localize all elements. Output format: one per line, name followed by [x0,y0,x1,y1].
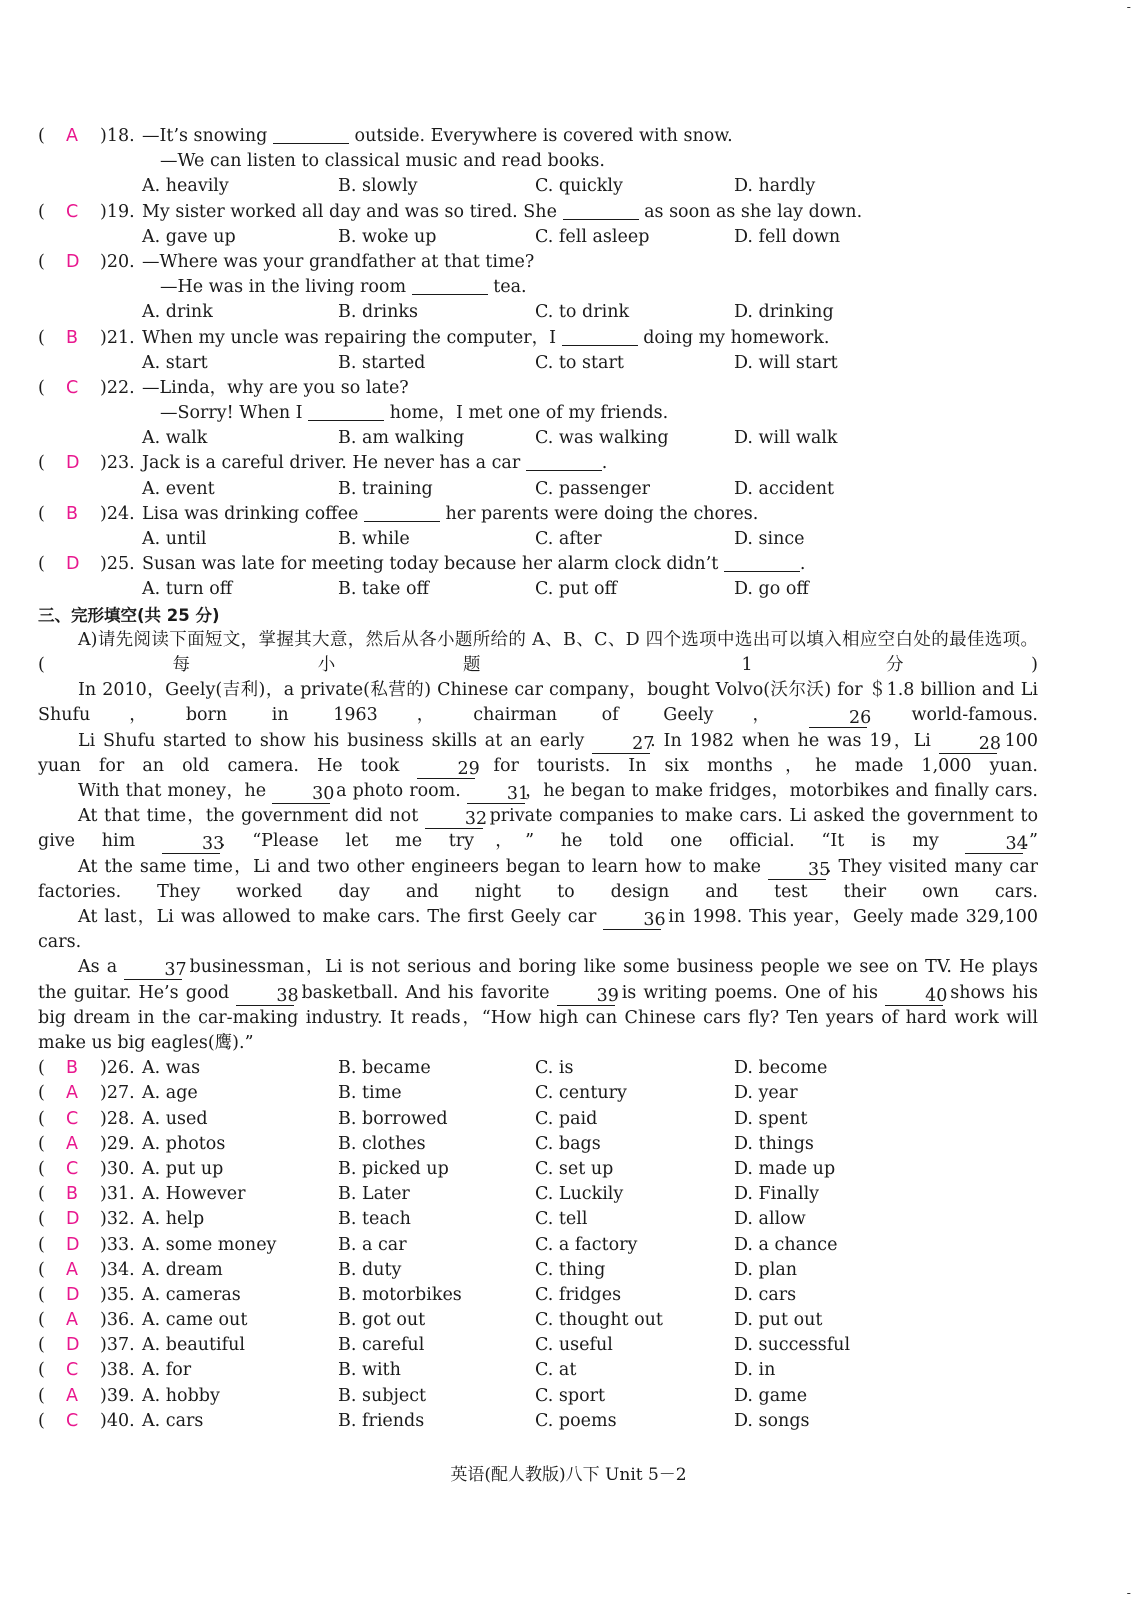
paren-open: ( [38,1259,45,1280]
option-d: D. accident [734,478,835,499]
answer-letter: D [66,1209,80,1230]
cloze-blank-28: 28 [939,735,997,754]
option-a: A. for [142,1360,192,1381]
question-number: )32. [100,1209,135,1230]
question-row [38,1308,1038,1333]
question-stem [142,451,607,476]
option-c: C. at [535,1360,577,1381]
option-c: C. fridges [535,1284,622,1305]
question-row [38,1182,1038,1207]
option-d: D. put out [734,1310,823,1331]
cloze-blank-33: 33 [162,835,220,854]
option-a: A. heavily [142,176,229,197]
question-stem [142,200,862,225]
question-number: )38. [100,1360,135,1381]
option-c: C. set up [535,1158,614,1179]
cloze-blank-35: 35 [768,861,826,880]
option-b: B. careful [338,1335,425,1356]
option-a: A. cameras [142,1284,241,1305]
option-b: B. clothes [338,1133,426,1154]
paren-open: ( [38,554,45,575]
option-a: A. put up [142,1158,224,1179]
question-line [38,149,1038,174]
option-c: C. tell [535,1209,588,1230]
question-line [38,275,1038,300]
option-b: B. motorbikes [338,1284,462,1305]
stem-after: home，I met one of my friends. [389,403,669,424]
stem-after: doing my homework. [643,327,830,348]
passage-paragraph: In 2010，Geely(吉利)，a private(私营的) Chinese car company，bought Volvo(沃尔沃) for ＄1.8 billion and Li Shufu，born in 1963，chairman of Geely， 26 world-famous. [38,680,1038,729]
option-b: B. borrowed [338,1108,448,1129]
option-d: D. songs [734,1410,810,1431]
question-row [38,1233,1038,1258]
option-b: B. time [338,1083,402,1104]
cloze-blank-26: 26 [809,709,867,728]
stem-after: . [601,453,608,474]
question-stem [142,124,733,149]
passage-paragraph: At last，Li was allowed to make cars. The first Geely car 36 in 1998. This year，Geely made 329,100 cars. [38,906,1038,953]
option-c: C. poems [535,1410,617,1431]
paren-open: ( [38,453,45,474]
question-number: )18. [100,126,135,146]
answer-letter: B [66,1058,79,1079]
answer-letter: C [66,201,79,222]
options-row [38,351,1038,376]
question-row [38,1132,1038,1157]
question-row [38,1207,1038,1232]
option-b: B. drinks [338,302,419,323]
answer-blank [273,125,349,144]
option-a: A. event [142,478,215,499]
option-b: B. friends [338,1410,425,1431]
answer-letter: D [66,1234,80,1255]
question-number: )37. [100,1335,135,1356]
option-d: D. things [734,1133,814,1154]
question-stem [160,275,527,300]
option-b: B. am walking [338,428,465,449]
option-b: B. got out [338,1310,426,1331]
option-b: B. teach [338,1209,411,1230]
option-d: D. game [734,1385,808,1406]
question-number: )19. [100,201,135,222]
option-d: D. fell down [734,226,841,247]
question-row [38,1358,1038,1383]
cloze-answer-list [38,1056,1038,1434]
passage-paragraph: As a 37 businessman，Li is not serious and boring like some business people we see on TV. He plays the guitar. He’s good 38 basketball. And his favorite 39 is writing poems. One of his 40 shows his big dream in the car-making industry. It reads，“How high can Chinese cars fly? Ten years of hard work will make us big eagles(鹰).” [38,957,1039,1053]
options-row [38,426,1038,451]
answer-letter: A [66,1310,78,1331]
question-row [38,326,1038,351]
section-instruction: A)请先阅读下面短文，掌握其大意，然后从各小题所给的 A、B、C、D 四个选项中选出可以填入相应空白处的最佳选项。(每小题 1 分) [38,629,1038,675]
option-a: A. gave up [142,226,236,247]
option-d: D. hardly [734,176,816,197]
paren-open: ( [38,126,45,146]
question-row [38,1081,1038,1106]
cloze-section [38,603,1038,1434]
option-a: A. photos [142,1133,226,1154]
option-b: B. picked up [338,1158,449,1179]
option-b: B. subject [338,1385,427,1406]
answer-blank [526,452,602,471]
paren-open: ( [38,201,45,222]
question-row [38,1258,1038,1283]
cloze-blank-34: 34 [965,835,1023,854]
answer-blank [308,402,384,421]
question-row [38,451,1038,476]
option-a: A. start [142,352,208,373]
question-number: )30. [100,1158,135,1179]
option-a: A. walk [142,428,208,449]
cloze-blank-40: 40 [885,987,943,1006]
paren-open: ( [38,1184,45,1205]
option-d: D. plan [734,1259,798,1280]
option-d: D. spent [734,1108,808,1129]
question-stem: —Where was your grandfather at that time? [142,251,535,272]
option-b: B. while [338,529,410,549]
corner-mark-top: - [1126,0,1131,14]
multiple-choice-section [38,124,1038,603]
page-footer: 英语(配人教版)八下 Unit 5－2 [450,1465,687,1485]
option-c: C. passenger [535,478,651,499]
corner-mark-bottom: - [1126,1586,1131,1600]
paren-open: ( [38,1083,45,1104]
answer-letter: C [66,1410,79,1431]
question-row [38,1333,1038,1358]
paren-open: ( [38,1360,45,1381]
option-a: A. hobby [142,1385,220,1406]
question-number: )34. [100,1259,135,1280]
question-row [38,1056,1038,1081]
question-number: )39. [100,1385,135,1406]
options-row [38,300,1038,325]
paren-open: ( [38,1158,45,1179]
question-row [38,1283,1038,1308]
option-c: C. fell asleep [535,226,650,247]
question-number: )22. [100,377,135,398]
option-b: B. became [338,1058,431,1079]
question-row [38,124,1038,149]
answer-blank [562,327,638,346]
answer-blank [563,201,639,220]
passage-paragraph: At that time，the government did not 32 private companies to make cars. Li asked the government to give him 33. “Please let me try，” he told one official. “It is my 34.” [38,806,1038,855]
stem-after: outside. Everywhere is covered with snow. [354,126,733,146]
option-c: C. century [535,1083,627,1104]
option-a: A. came out [142,1310,248,1331]
answer-letter: D [66,1335,80,1356]
stem-before: —He was in the living room [160,277,407,298]
answer-blank [724,553,800,572]
options-row [38,174,1038,199]
question-stem [160,401,668,426]
answer-letter: B [66,503,79,524]
question-number: )23. [100,453,135,474]
answer-letter: D [66,554,80,575]
option-d: D. Finally [734,1184,820,1205]
answer-letter: D [66,453,80,474]
question-stem: —We can listen to classical music and read books. [160,151,605,172]
option-b: B. Later [338,1184,410,1205]
option-c: C. to drink [535,302,630,323]
option-d: D. drinking [734,302,834,323]
answer-letter: A [66,1133,78,1154]
question-stem [142,502,758,527]
option-c: C. was walking [535,428,669,449]
question-row [38,376,1038,401]
paren-open: ( [38,1385,45,1406]
option-c: C. paid [535,1108,598,1129]
question-row [38,1107,1038,1132]
option-b: B. training [338,478,433,499]
passage-paragraph: With that money，he 30 a photo room. 31，he began to make fridges，motorbikes and finally cars. [78,780,1038,804]
answer-letter: C [66,1360,79,1381]
answer-blank [412,276,488,295]
option-a: A. dream [142,1259,223,1280]
option-c: C. to start [535,352,624,373]
paren-open: ( [38,1335,45,1356]
cloze-blank-29: 29 [417,760,475,779]
answer-blank [364,503,440,522]
passage-paragraph: At the same time，Li and two other engineers began to learn how to make 35. They visited many car factories. They worked day and night to design and test their own cars. [38,856,1039,902]
paren-open: ( [38,1058,45,1079]
question-number: )25. [100,554,135,575]
paren-open: ( [38,503,45,524]
options-row [38,577,1038,602]
option-c: C. useful [535,1335,613,1356]
stem-after: . [799,554,806,575]
option-c: C. is [535,1058,574,1079]
option-c: C. thought out [535,1310,663,1331]
cloze-blank-27: 27 [592,735,650,754]
question-number: )31. [100,1184,135,1205]
option-c: C. Luckily [535,1184,624,1205]
question-stem [142,552,805,577]
question-number: )29. [100,1133,135,1154]
question-number: )27. [100,1083,135,1104]
answer-letter: A [66,1083,78,1104]
option-d: D. become [734,1058,828,1079]
question-number: )26. [100,1058,135,1079]
cloze-blank-39: 39 [557,987,615,1006]
paren-open: ( [38,1410,45,1431]
option-a: A. cars [142,1410,204,1431]
paren-open: ( [38,377,45,398]
answer-letter: A [66,1259,78,1280]
question-row [38,552,1038,577]
option-d: D. allow [734,1209,806,1230]
option-c: C. sport [535,1385,606,1406]
paren-open: ( [38,1310,45,1331]
paren-open: ( [38,251,45,272]
option-a: A. was [142,1058,201,1079]
question-row [38,250,1038,275]
paren-open: ( [38,1133,45,1154]
stem-before: When my uncle was repairing the computer，I [142,327,557,348]
question-number: )20. [100,251,135,272]
option-b: B. woke up [338,226,437,247]
question-number: )35. [100,1284,135,1305]
option-a: A. drink [142,302,213,323]
answer-letter: A [66,1385,78,1406]
option-b: B. duty [338,1259,402,1280]
answer-letter: D [66,1284,80,1305]
question-stem [142,326,829,351]
option-d: D. since [734,529,805,549]
answer-letter: C [66,1158,79,1179]
option-a: A. until [142,529,207,549]
section-title-row [38,603,1038,628]
option-b: B. a car [338,1234,407,1255]
stem-after: tea. [493,277,527,298]
question-row [38,502,1038,527]
option-d: D. will walk [734,428,838,449]
stem-before: —It’s snowing [142,126,268,146]
paren-open: ( [38,1209,45,1230]
question-number: )24. [100,503,135,524]
worksheet [38,124,1038,1434]
options-row [38,477,1038,502]
paren-open: ( [38,1234,45,1255]
option-c: C. after [535,529,602,549]
option-b: B. slowly [338,176,418,197]
paren-open: ( [38,1284,45,1305]
answer-letter: B [66,1184,79,1205]
option-c: C. quickly [535,176,623,197]
stem-before: Susan was late for meeting today because her alarm clock didn’t [142,554,719,575]
question-number: )36. [100,1310,135,1331]
option-d: D. cars [734,1284,797,1305]
option-a: A. beautiful [142,1335,246,1356]
stem-before: Lisa was drinking coffee [142,503,359,524]
option-a: A. used [142,1108,208,1129]
question-number: )21. [100,327,135,348]
option-a: A. turn off [142,579,233,600]
answer-letter: B [66,327,79,348]
question-row [38,1157,1038,1182]
paren-open: ( [38,327,45,348]
option-b: B. started [338,352,426,373]
option-c: C. thing [535,1259,606,1280]
option-a: A. some money [142,1234,277,1255]
answer-letter: C [66,377,79,398]
paren-open: ( [38,1108,45,1129]
option-a: A. help [142,1209,205,1230]
cloze-blank-36: 36 [603,911,661,930]
question-number: )33. [100,1234,135,1255]
question-row [38,1409,1038,1434]
option-b: B. take off [338,579,429,600]
option-a: A. age [142,1083,198,1104]
options-row [38,527,1038,552]
option-d: D. year [734,1083,798,1104]
question-row [38,1384,1038,1409]
option-d: D. go off [734,579,809,600]
options-row [38,225,1038,250]
option-c: C. bags [535,1133,601,1154]
question-line [38,401,1038,426]
option-c: C. a factory [535,1234,638,1255]
answer-letter: A [66,126,78,146]
question-number: )40. [100,1410,135,1431]
cloze-blank-30: 30 [272,785,330,804]
option-c: C. put off [535,579,617,600]
option-d: D. will start [734,352,838,373]
stem-after: her parents were doing the chores. [445,503,759,524]
cloze-blank-31: 31 [467,785,525,804]
cloze-blank-32: 32 [425,810,483,829]
stem-after: as soon as she lay down. [644,201,863,222]
cloze-passage [38,678,1038,1056]
question-number: )28. [100,1108,135,1129]
cloze-blank-37: 37 [124,961,182,980]
cloze-blank-38: 38 [236,987,294,1006]
option-d: D. a chance [734,1234,838,1255]
option-b: B. with [338,1360,401,1381]
option-a: A. However [142,1184,246,1205]
passage-paragraph: Li Shufu started to show his business skills at an early 27. In 1982 when he was 19，Li 28 100 yuan for an old camera. He took 29 for tourists. In six months，he made 1,000 yuan. [38,730,1039,779]
question-row [38,200,1038,225]
option-d: D. in [734,1360,776,1381]
answer-letter: C [66,1108,79,1129]
option-d: D. successful [734,1335,851,1356]
question-stem: —Linda，why are you so late? [142,377,409,398]
stem-before: —Sorry! When I [160,403,303,424]
stem-before: Jack is a careful driver. He never has a car [142,453,521,474]
answer-letter: D [66,251,80,272]
option-d: D. made up [734,1158,836,1179]
stem-before: My sister worked all day and was so tired. She [142,201,557,222]
section-title: 三、完形填空(共 25 分) [38,605,220,625]
